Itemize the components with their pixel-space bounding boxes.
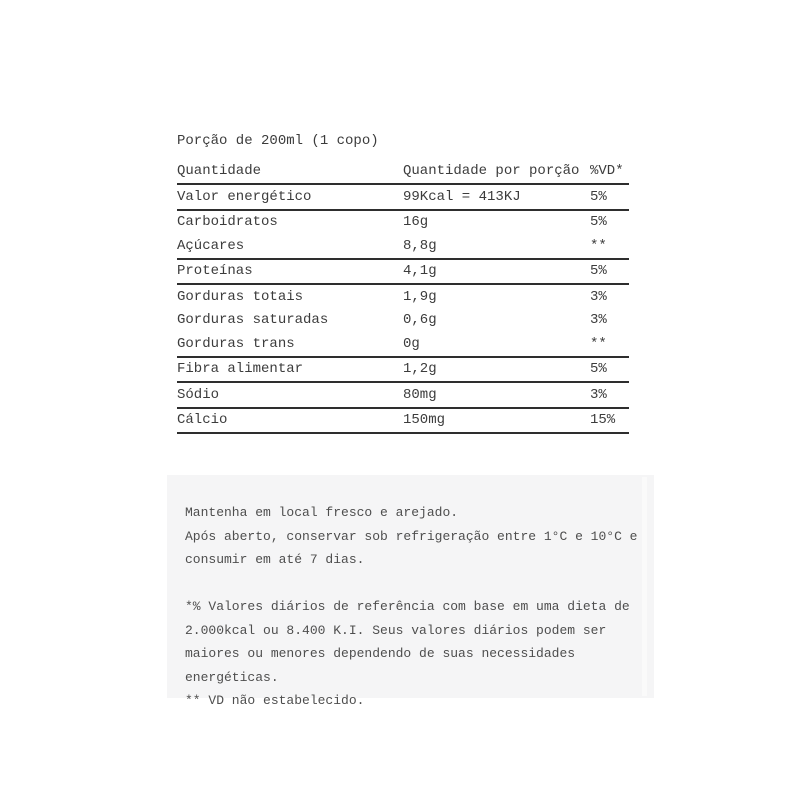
table-row bbox=[177, 358, 629, 382]
table-row bbox=[177, 211, 629, 235]
notice-content bbox=[185, 501, 640, 713]
notice-line: 2.000kcal ou 8.400 K.I. Seus valores diários podem ser bbox=[185, 622, 607, 638]
notice-box bbox=[167, 475, 654, 708]
notice-paragraph bbox=[185, 689, 640, 713]
notice-line: Após aberto, conservar sob refrigeração entre 1°C e 10°C e bbox=[185, 528, 638, 544]
nutrient-amount: 99Kcal = 413KJ bbox=[403, 188, 521, 205]
nutrient-name: Carboidratos bbox=[177, 214, 278, 231]
nutrient-amount: 0,6g bbox=[403, 312, 437, 329]
table-row bbox=[177, 409, 629, 433]
nutrient-amount: 4,1g bbox=[403, 263, 437, 280]
nutrient-amount: 8,8g bbox=[403, 237, 437, 254]
nutrient-daily-value: 3% bbox=[590, 288, 607, 305]
col-header-quantity: Quantidade bbox=[177, 163, 262, 179]
nutrient-amount: 1,9g bbox=[403, 288, 437, 305]
nutrient-daily-value: 3% bbox=[590, 312, 607, 329]
notice-paragraph bbox=[185, 595, 640, 689]
table-row bbox=[177, 309, 629, 333]
nutrient-name: Valor energético bbox=[177, 188, 312, 205]
nutrient-daily-value: ** bbox=[590, 335, 607, 352]
notice-line: Mantenha em local fresco e arejado. bbox=[185, 505, 459, 520]
nutrient-amount: 150mg bbox=[403, 412, 446, 429]
col-header-per-serving: Quantidade por porção bbox=[403, 163, 580, 179]
notice-line: consumir em até 7 dias. bbox=[185, 552, 365, 567]
nutrient-daily-value: ** bbox=[590, 237, 607, 254]
nutrient-amount: 1,2g bbox=[403, 361, 437, 378]
nutrient-name: Cálcio bbox=[177, 412, 228, 429]
table-section bbox=[177, 260, 629, 286]
table-row bbox=[177, 285, 629, 309]
notice-paragraph bbox=[185, 501, 640, 572]
notice-line: maiores ou menores dependendo de suas necessidades bbox=[185, 646, 576, 661]
nutrient-name: Gorduras saturadas bbox=[177, 312, 329, 329]
nutrient-daily-value: 5% bbox=[590, 214, 607, 231]
table-header bbox=[177, 163, 629, 185]
nutrient-name: Sódio bbox=[177, 386, 220, 403]
table-row bbox=[177, 234, 629, 258]
nutrient-amount: 16g bbox=[403, 214, 429, 231]
table-row bbox=[177, 185, 629, 209]
notice-line: *% Valores diários de referência com base em uma dieta de bbox=[185, 599, 630, 614]
nutrient-amount: 0g bbox=[403, 335, 420, 352]
table-row bbox=[177, 260, 629, 284]
nutrient-name: Proteínas bbox=[177, 263, 253, 280]
table-section bbox=[177, 358, 629, 384]
nutrient-name: Gorduras trans bbox=[177, 335, 295, 352]
col-header-daily-value: %VD* bbox=[590, 163, 624, 179]
notice-line: energéticas. bbox=[185, 669, 279, 685]
nutrition-table bbox=[177, 163, 629, 434]
table-section bbox=[177, 285, 629, 358]
table-body bbox=[177, 185, 629, 434]
notice-line: ** VD não estabelecido. bbox=[185, 693, 365, 708]
nutrient-daily-value: 5% bbox=[590, 263, 607, 280]
nutrient-amount: 80mg bbox=[403, 386, 437, 403]
nutrient-daily-value: 3% bbox=[590, 386, 607, 403]
nutrient-daily-value: 15% bbox=[590, 412, 616, 429]
nutrient-name: Açúcares bbox=[177, 237, 245, 254]
nutrient-daily-value: 5% bbox=[590, 188, 607, 205]
table-section bbox=[177, 211, 629, 260]
table-section bbox=[177, 185, 629, 211]
nutrient-name: Gorduras totais bbox=[177, 288, 304, 305]
table-row bbox=[177, 332, 629, 356]
table-row bbox=[177, 383, 629, 407]
table-section bbox=[177, 383, 629, 409]
nutrient-name: Fibra alimentar bbox=[177, 361, 304, 378]
nutrient-daily-value: 5% bbox=[590, 361, 607, 378]
table-section bbox=[177, 409, 629, 435]
portion-title: Porção de 200ml (1 copo) bbox=[177, 133, 379, 149]
